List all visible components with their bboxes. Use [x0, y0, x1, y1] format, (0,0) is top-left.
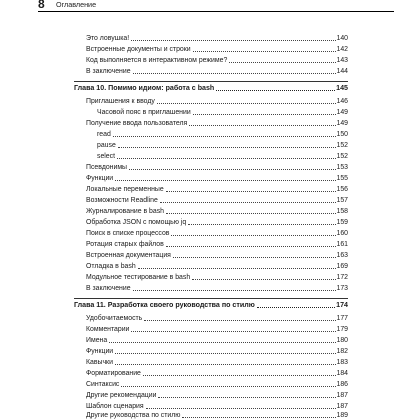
- dot-leader: [189, 125, 335, 126]
- dot-leader: [146, 408, 336, 409]
- toc-entry-page: 144: [336, 68, 348, 75]
- chapter-page: 145: [336, 84, 348, 92]
- toc-entry[interactable]: [86, 229, 348, 238]
- toc-entry[interactable]: [86, 325, 348, 334]
- toc-entry-title: В заключение: [86, 285, 131, 292]
- toc-entry[interactable]: [86, 251, 348, 260]
- toc-entry-page: 152: [336, 142, 348, 149]
- toc-entry-title: Комментарии: [86, 326, 130, 333]
- dot-leader: [182, 417, 335, 418]
- toc-entry[interactable]: [86, 97, 348, 106]
- toc-entry-page: 150: [336, 131, 348, 138]
- dot-leader: [193, 114, 336, 115]
- toc-entry-title: Часовой пояс в приглашении: [97, 109, 191, 116]
- toc-entry[interactable]: [86, 314, 348, 323]
- toc-entry-title: Имена: [86, 337, 108, 344]
- toc-entry-title: Функции: [86, 175, 114, 182]
- dot-leader: [171, 235, 335, 236]
- toc-entry-title: Отладка в bash: [86, 263, 136, 270]
- toc-entry-page: 180: [336, 337, 348, 344]
- toc-entry-title: Журналирование в bash: [86, 208, 164, 215]
- toc-entry-page: 182: [336, 348, 348, 355]
- toc-entry[interactable]: [86, 284, 348, 293]
- toc-entry[interactable]: [86, 358, 348, 367]
- toc-entry-page: 140: [336, 35, 348, 42]
- toc-entry[interactable]: [86, 174, 348, 183]
- toc-entry[interactable]: [86, 45, 348, 54]
- toc-entry-title: Кавычки: [86, 359, 113, 366]
- chapter-heading[interactable]: [74, 84, 348, 93]
- toc-entry-page: 177: [336, 315, 348, 322]
- toc-entry-page: 183: [336, 359, 348, 366]
- toc-entry-title: Форматирование: [86, 370, 141, 377]
- toc-entry-page: 161: [336, 241, 348, 248]
- toc-entry-page: 159: [336, 219, 348, 226]
- dot-leader: [166, 246, 336, 247]
- dot-leader: [121, 386, 335, 387]
- chapter-heading[interactable]: [74, 301, 348, 310]
- toc-entry[interactable]: [86, 163, 348, 172]
- toc-entry-title: Обработка JSON с помощью jq: [86, 219, 187, 226]
- dot-leader: [115, 353, 335, 354]
- toc-entry-title: read: [97, 131, 111, 138]
- toc-entry[interactable]: [86, 185, 348, 194]
- chapter-page: 174: [336, 301, 348, 309]
- toc-entry[interactable]: [86, 273, 348, 282]
- toc-entry-page: 186: [336, 381, 348, 388]
- chapter-divider: [74, 298, 348, 299]
- dot-leader: [192, 279, 335, 280]
- toc-entry-title: Модульное тестирование в bash: [86, 274, 191, 281]
- dot-leader: [160, 202, 336, 203]
- toc-entry-title: Ротация старых файлов: [86, 241, 164, 248]
- toc-subentry[interactable]: [97, 130, 348, 139]
- dot-leader: [115, 364, 336, 365]
- chapter-title: Глава 10. Помимо идиом: работа с bash: [74, 84, 215, 92]
- toc-entry-title: Приглашения к вводу: [86, 98, 155, 105]
- toc-entry-title: В заключение: [86, 68, 131, 75]
- toc-entry[interactable]: [86, 196, 348, 205]
- dot-leader: [133, 73, 336, 74]
- toc-entry-page: 189: [336, 412, 348, 419]
- toc-entry-page: 179: [336, 326, 348, 333]
- toc-entry-page: 143: [336, 57, 348, 64]
- toc-entry[interactable]: [86, 380, 348, 389]
- toc-entry-title: Встроенная документация: [86, 252, 171, 259]
- toc-entry-page: 152: [336, 153, 348, 160]
- toc-subentry[interactable]: [97, 108, 348, 117]
- toc-entry-page: 160: [336, 230, 348, 237]
- toc-entry-page: 158: [336, 208, 348, 215]
- dot-leader: [193, 51, 336, 52]
- dot-leader: [113, 136, 336, 137]
- toc-entry-page: 173: [336, 285, 348, 292]
- toc-entry-title: Поиск в списке процессов: [86, 230, 170, 237]
- running-title: Оглавление: [56, 0, 97, 9]
- dot-leader: [216, 90, 335, 91]
- chapter-title: Глава 11. Разработка своего руководства по стилю: [74, 301, 255, 309]
- toc-entry[interactable]: [86, 240, 348, 249]
- toc-entry-title: Локальные переменные: [86, 186, 164, 193]
- chapter-divider: [74, 81, 348, 82]
- dot-leader: [131, 40, 335, 41]
- toc-entry-page: 163: [336, 252, 348, 259]
- page-number: 8: [38, 0, 45, 11]
- toc-entry-title: Синтаксис: [86, 381, 120, 388]
- dot-leader: [109, 342, 335, 343]
- toc-entry-title: select: [97, 153, 116, 160]
- dot-leader: [166, 191, 336, 192]
- toc-entry[interactable]: [86, 391, 348, 400]
- toc-entry[interactable]: [86, 402, 348, 411]
- toc-entry-page: 172: [336, 274, 348, 281]
- dot-leader: [143, 375, 336, 376]
- toc-entry-title: Возможности Readline: [86, 197, 158, 204]
- dot-leader: [157, 103, 336, 104]
- dot-leader: [129, 169, 335, 170]
- dot-leader: [188, 224, 335, 225]
- toc-entry-title: Это ловушка!: [86, 35, 130, 42]
- dot-leader: [229, 62, 335, 63]
- toc-entry-title: Другие рекомендации: [86, 392, 157, 399]
- toc-entry-page: 156: [336, 186, 348, 193]
- toc-entry[interactable]: [86, 347, 348, 356]
- toc-entry-title: pause: [97, 142, 116, 149]
- toc-entry-page: 153: [336, 164, 348, 171]
- toc-entry-page: 187: [336, 392, 348, 399]
- toc-entry[interactable]: [86, 336, 348, 345]
- dot-leader: [115, 180, 335, 181]
- toc-entry-page: 157: [336, 197, 348, 204]
- toc-entry-title: Псевдонимы: [86, 164, 128, 171]
- toc-entry-title: Получение ввода пользователя: [86, 120, 188, 127]
- dot-leader: [166, 213, 336, 214]
- toc-entry[interactable]: [86, 67, 348, 76]
- toc-entry[interactable]: [86, 207, 348, 216]
- toc-entry-title: Другие руководства по стилю: [86, 412, 181, 419]
- toc-subentry[interactable]: [97, 141, 348, 150]
- toc-entry[interactable]: [86, 411, 348, 420]
- dot-leader: [257, 307, 335, 308]
- dot-leader: [118, 147, 336, 148]
- toc-entry[interactable]: [86, 369, 348, 378]
- dot-leader: [158, 397, 335, 398]
- toc-entry-page: 184: [336, 370, 348, 377]
- toc-subentry[interactable]: [97, 152, 348, 161]
- toc-entry-title: Встроенные документы и строки: [86, 46, 191, 53]
- toc-entry-title: Шаблон сценария: [86, 403, 144, 410]
- toc-entry-page: 187: [336, 403, 348, 410]
- toc-entry-page: 149: [336, 109, 348, 116]
- toc-entry-title: Удобочитаемость: [86, 315, 143, 322]
- toc-entry-page: 169: [336, 263, 348, 270]
- dot-leader: [131, 331, 335, 332]
- toc-entry[interactable]: [86, 218, 348, 227]
- toc-entry-title: Код выполняется в интерактивном режиме?: [86, 57, 228, 64]
- toc-entry[interactable]: [86, 34, 348, 43]
- dot-leader: [173, 257, 336, 258]
- toc-entry[interactable]: [86, 119, 348, 128]
- toc-entry-page: 149: [336, 120, 348, 127]
- toc-entry-page: 155: [336, 175, 348, 182]
- toc-entry-page: 146: [336, 98, 348, 105]
- dot-leader: [117, 158, 335, 159]
- toc-entry[interactable]: [86, 262, 348, 271]
- toc-entry-page: 142: [336, 46, 348, 53]
- toc-entry-title: Функции: [86, 348, 114, 355]
- dot-leader: [138, 268, 336, 269]
- dot-leader: [144, 320, 335, 321]
- toc-entry[interactable]: [86, 56, 348, 65]
- dot-leader: [133, 290, 336, 291]
